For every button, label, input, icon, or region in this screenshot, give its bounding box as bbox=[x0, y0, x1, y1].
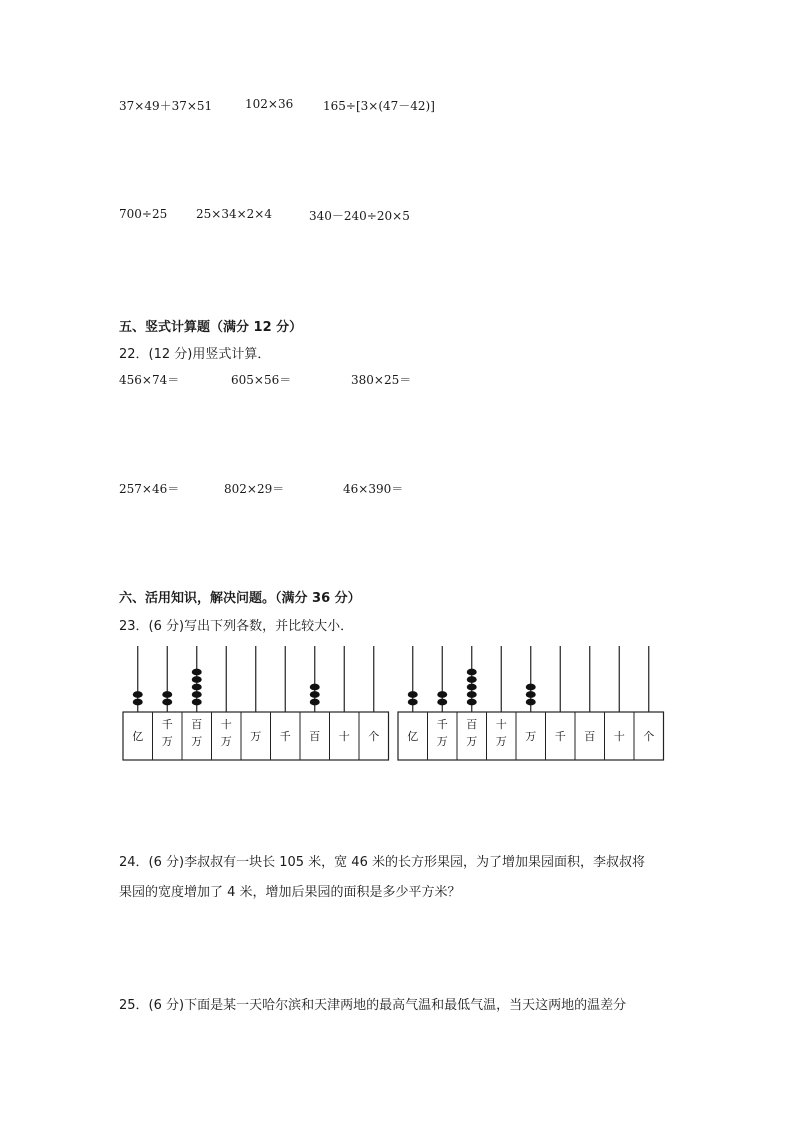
right-abacus-bead bbox=[526, 699, 536, 706]
question-24 bbox=[119, 848, 679, 908]
right-abacus-bead bbox=[437, 691, 447, 698]
vertical-calc-4: 257×46＝ bbox=[119, 482, 180, 496]
left-abacus-place-label: 百 bbox=[191, 718, 203, 731]
right-abacus-bead bbox=[467, 684, 477, 691]
left-abacus-bead bbox=[133, 699, 143, 706]
left-abacus-bead bbox=[133, 691, 143, 698]
left-abacus-bead bbox=[162, 699, 172, 706]
right-abacus-place-label: 万 bbox=[466, 735, 478, 748]
right-abacus-bead bbox=[408, 699, 418, 706]
left-abacus-bead bbox=[310, 699, 320, 706]
right-abacus-bead bbox=[467, 699, 477, 706]
right-abacus-place-label: 百 bbox=[584, 730, 596, 743]
right-abacus-place-label: 万 bbox=[495, 735, 507, 748]
left-abacus-bead bbox=[162, 691, 172, 698]
right-abacus-place-label: 亿 bbox=[407, 730, 419, 743]
left-abacus-bead bbox=[192, 699, 202, 706]
left-abacus-place-label: 十 bbox=[220, 718, 232, 731]
question-22: 22．(12 分)用竖式计算． bbox=[119, 347, 271, 362]
vertical-calc-5: 802×29＝ bbox=[224, 482, 285, 496]
left-abacus-bead bbox=[310, 684, 320, 691]
section-6-heading: 六、活用知识，解决问题。（满分 36 分） bbox=[119, 591, 361, 606]
right-abacus-bead bbox=[526, 691, 536, 698]
left-abacus-place-label: 十 bbox=[338, 730, 350, 743]
expression-4: 700÷25 bbox=[119, 207, 168, 221]
left-abacus-place-label: 个 bbox=[368, 730, 380, 743]
vertical-calc-6: 46×390＝ bbox=[343, 482, 404, 496]
left-abacus-bead bbox=[310, 691, 320, 698]
abacus-left bbox=[120, 644, 390, 764]
right-abacus-place-label: 百 bbox=[466, 718, 478, 731]
expression-3: 165÷[3×(47－42)] bbox=[323, 99, 435, 113]
section-5-heading: 五、竖式计算题（满分 12 分） bbox=[119, 320, 303, 335]
abacus-right bbox=[395, 644, 665, 764]
left-abacus-place-label: 千 bbox=[161, 718, 173, 731]
expression-5: 25×34×2×4 bbox=[196, 207, 272, 221]
question-23: 23．(6 分)写出下列各数，并比较大小． bbox=[119, 619, 354, 634]
left-abacus-place-label: 万 bbox=[220, 735, 232, 748]
right-abacus-bead bbox=[526, 684, 536, 691]
right-abacus-place-label: 千 bbox=[436, 718, 448, 731]
expression-2: 102×36 bbox=[245, 97, 294, 111]
question-25: 25．(6 分)下面是某一天哈尔滨和天津两地的最高气温和最低气温，当天这两地的温差分 bbox=[119, 998, 627, 1013]
left-abacus-place-label: 千 bbox=[279, 730, 291, 743]
question-24-line-1: 24．(6 分)李叔叔有一块长 105 米，宽 46 米的长方形果园，为了增加果园面积，李叔叔将 bbox=[119, 855, 645, 870]
question-24-line-2: 果园的宽度增加了 4 米，增加后果园的面积是多少平方米？ bbox=[119, 885, 461, 900]
expression-1: 37×49＋37×51 bbox=[119, 99, 213, 113]
right-abacus-bead bbox=[467, 676, 477, 683]
right-abacus-place-label: 十 bbox=[495, 718, 507, 731]
vertical-calc-2: 605×56＝ bbox=[231, 373, 292, 387]
right-abacus-place-label: 万 bbox=[436, 735, 448, 748]
left-abacus-bead bbox=[192, 676, 202, 683]
right-abacus-place-label: 个 bbox=[643, 730, 655, 743]
expression-6: 340－240÷20×5 bbox=[309, 209, 410, 223]
right-abacus-bead bbox=[467, 669, 477, 676]
right-abacus-bead bbox=[408, 691, 418, 698]
right-abacus-bead bbox=[467, 691, 477, 698]
right-abacus-bead bbox=[437, 699, 447, 706]
left-abacus-place-label: 万 bbox=[191, 735, 203, 748]
vertical-calc-3: 380×25＝ bbox=[351, 373, 412, 387]
left-abacus-bead bbox=[192, 691, 202, 698]
left-abacus-place-label: 万 bbox=[250, 730, 262, 743]
left-abacus-bead bbox=[192, 684, 202, 691]
left-abacus-bead bbox=[192, 669, 202, 676]
vertical-calc-1: 456×74＝ bbox=[119, 373, 180, 387]
left-abacus-place-label: 万 bbox=[161, 735, 173, 748]
right-abacus-place-label: 万 bbox=[525, 730, 537, 743]
right-abacus-place-label: 十 bbox=[613, 730, 625, 743]
left-abacus-place-label: 亿 bbox=[132, 730, 144, 743]
left-abacus-place-label: 百 bbox=[309, 730, 321, 743]
right-abacus-place-label: 千 bbox=[554, 730, 566, 743]
